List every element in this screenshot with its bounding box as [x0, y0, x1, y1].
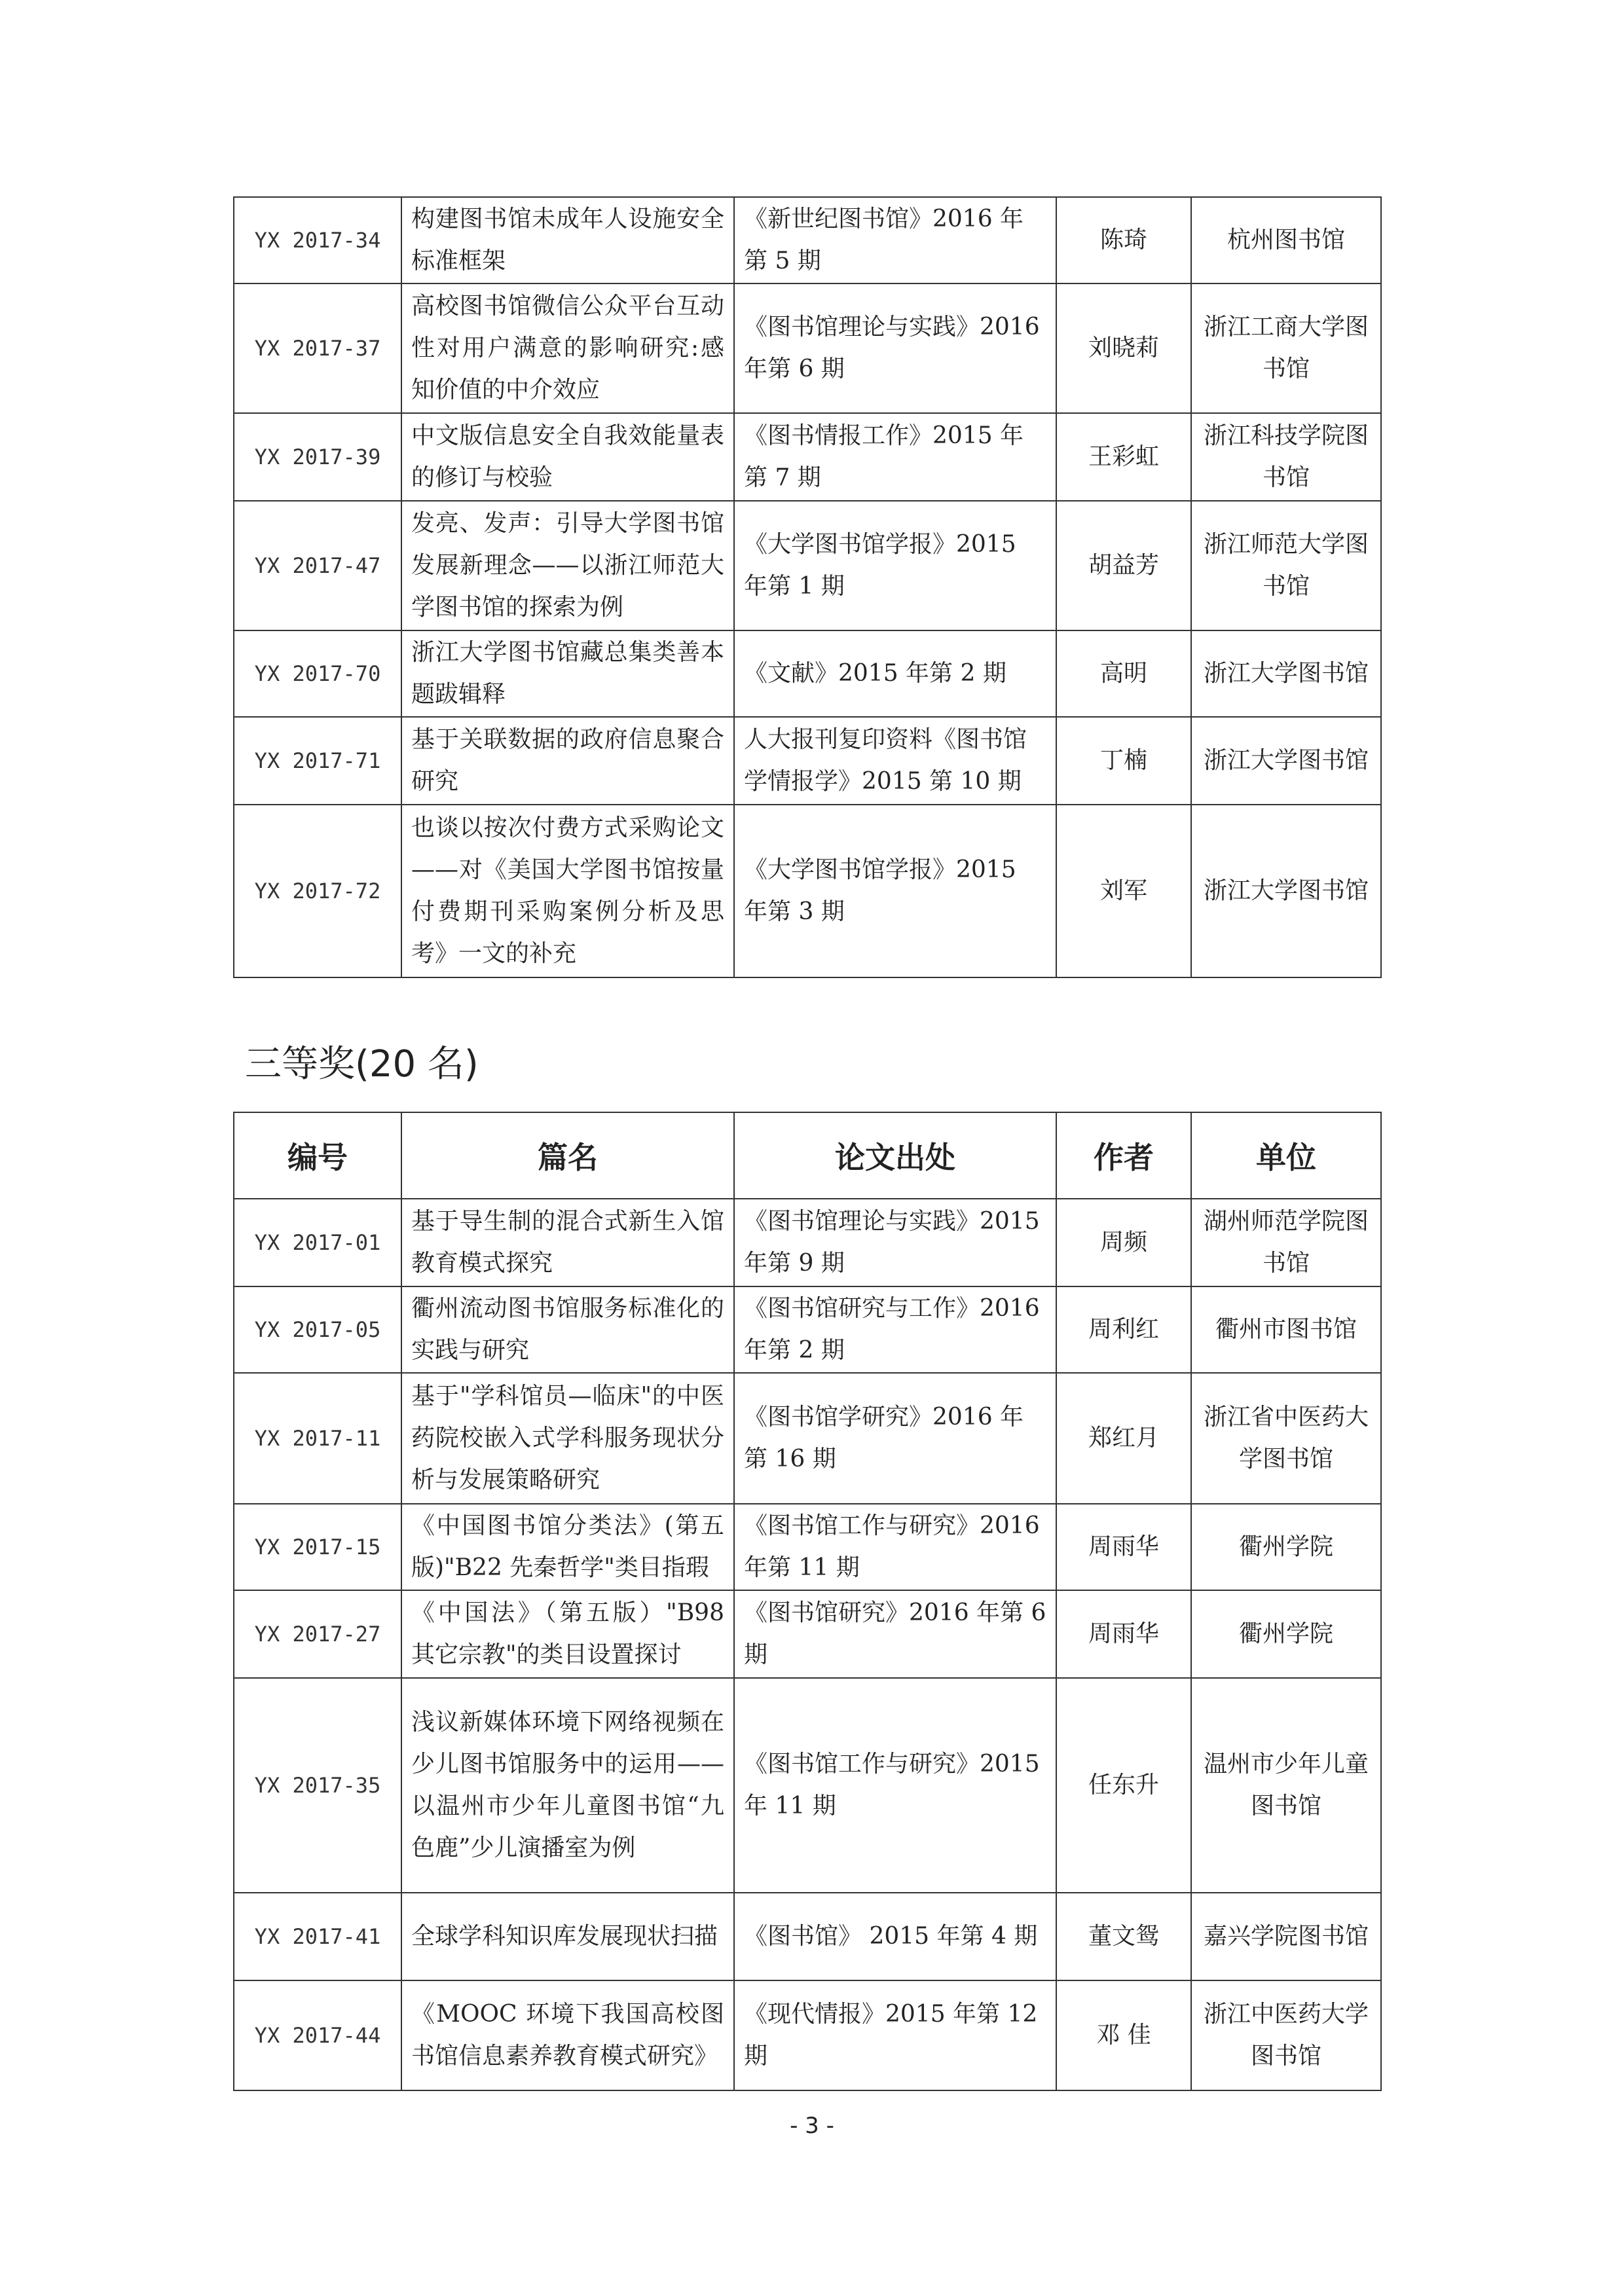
paper-title: 也谈以按次付费方式采购论文——对《美国大学图书馆按量付费期刊采购案例分析及思考》一文的补充	[401, 805, 734, 977]
paper-source: 《新世纪图书馆》2016 年第 5 期	[734, 197, 1056, 283]
paper-title: 高校图书馆微信公众平台互动性对用户满意的影响研究:感知价值的中介效应	[401, 283, 734, 413]
paper-author: 陈琦	[1056, 197, 1191, 283]
paper-author: 高明	[1056, 630, 1191, 717]
paper-author: 董文鸳	[1056, 1893, 1191, 1980]
paper-title: 发亮、发声：引导大学图书馆发展新理念——以浙江师范大学图书馆的探索为例	[401, 501, 734, 630]
paper-author: 胡益芳	[1056, 501, 1191, 630]
paper-title: 浙江大学图书馆藏总集类善本题跋辑释	[401, 630, 734, 717]
paper-title: 《MOOC 环境下我国高校图书馆信息素养教育模式研究》	[401, 1980, 734, 2090]
table-row	[234, 283, 1381, 413]
column-header-unit: 单位	[1191, 1112, 1381, 1199]
paper-source: 《图书馆学研究》2016 年第 16 期	[734, 1373, 1056, 1504]
paper-author: 周频	[1056, 1199, 1191, 1286]
paper-source: 《大学图书馆学报》2015 年第 3 期	[734, 805, 1056, 977]
awards-table-continued	[233, 196, 1382, 978]
paper-id: YX 2017-01	[234, 1199, 401, 1286]
paper-author: 刘晓莉	[1056, 283, 1191, 413]
paper-unit: 浙江大学图书馆	[1191, 805, 1381, 977]
paper-source: 《图书馆工作与研究》2016 年第 11 期	[734, 1504, 1056, 1590]
paper-title: 基于导生制的混合式新生入馆教育模式探究	[401, 1199, 734, 1286]
paper-unit: 湖州师范学院图书馆	[1191, 1199, 1381, 1286]
paper-title: 全球学科知识库发展现状扫描	[401, 1893, 734, 1980]
paper-author: 周利红	[1056, 1286, 1191, 1373]
paper-title: 构建图书馆未成年人设施安全标准框架	[401, 197, 734, 283]
table-row	[234, 413, 1381, 501]
paper-unit: 浙江大学图书馆	[1191, 717, 1381, 805]
paper-unit: 衢州市图书馆	[1191, 1286, 1381, 1373]
paper-author: 邓 佳	[1056, 1980, 1191, 2090]
third-prize-table	[233, 1112, 1382, 2091]
table-row	[234, 1373, 1381, 1504]
paper-source: 《图书馆理论与实践》2015 年第 9 期	[734, 1199, 1056, 1286]
paper-id: YX 2017-39	[234, 413, 401, 501]
paper-id: YX 2017-15	[234, 1504, 401, 1590]
paper-id: YX 2017-44	[234, 1980, 401, 2090]
paper-title: 衢州流动图书馆服务标准化的实践与研究	[401, 1286, 734, 1373]
column-header-source: 论文出处	[734, 1112, 1056, 1199]
paper-title: 《中国法》（第五版）"B98 其它宗教"的类目设置探讨	[401, 1590, 734, 1678]
paper-source: 《大学图书馆学报》2015 年第 1 期	[734, 501, 1056, 630]
paper-author: 刘军	[1056, 805, 1191, 977]
table-row	[234, 1504, 1381, 1590]
paper-unit: 浙江大学图书馆	[1191, 630, 1381, 717]
paper-title: 《中国图书馆分类法》(第五版)"B22 先秦哲学"类目指瑕	[401, 1504, 734, 1590]
awards-table-continued-body	[234, 197, 1381, 977]
table-row	[234, 1286, 1381, 1373]
paper-unit: 衢州学院	[1191, 1590, 1381, 1678]
paper-title: 浅议新媒体环境下网络视频在少儿图书馆服务中的运用——以温州市少年儿童图书馆“九色鹿”少儿演播室为例	[401, 1678, 734, 1893]
table-row	[234, 630, 1381, 717]
paper-source: 《图书馆工作与研究》2015 年 11 期	[734, 1678, 1056, 1893]
paper-unit: 浙江工商大学图书馆	[1191, 283, 1381, 413]
paper-id: YX 2017-05	[234, 1286, 401, 1373]
paper-id: YX 2017-11	[234, 1373, 401, 1504]
paper-id: YX 2017-47	[234, 501, 401, 630]
paper-author: 周雨华	[1056, 1504, 1191, 1590]
paper-id: YX 2017-27	[234, 1590, 401, 1678]
paper-author: 王彩虹	[1056, 413, 1191, 501]
paper-source: 《现代情报》2015 年第 12 期	[734, 1980, 1056, 2090]
table-row	[234, 501, 1381, 630]
paper-author: 丁楠	[1056, 717, 1191, 805]
paper-source: 人大报刊复印资料《图书馆学情报学》2015 第 10 期	[734, 717, 1056, 805]
paper-unit: 嘉兴学院图书馆	[1191, 1893, 1381, 1980]
table-row	[234, 805, 1381, 977]
table-row	[234, 197, 1381, 283]
paper-author: 周雨华	[1056, 1590, 1191, 1678]
table-row	[234, 1980, 1381, 2090]
paper-source: 《图书馆研究》2016 年第 6 期	[734, 1590, 1056, 1678]
paper-source: 《图书情报工作》2015 年第 7 期	[734, 413, 1056, 501]
table-row	[234, 717, 1381, 805]
paper-author: 任东升	[1056, 1678, 1191, 1893]
column-header-author: 作者	[1056, 1112, 1191, 1199]
page-number: - 3 -	[790, 2113, 834, 2139]
column-header-title: 篇名	[401, 1112, 734, 1199]
paper-unit: 温州市少年儿童图书馆	[1191, 1678, 1381, 1893]
paper-id: YX 2017-41	[234, 1893, 401, 1980]
paper-id: YX 2017-70	[234, 630, 401, 717]
paper-unit: 衢州学院	[1191, 1504, 1381, 1590]
paper-source: 《图书馆研究与工作》2016 年第 2 期	[734, 1286, 1056, 1373]
paper-title: 基于关联数据的政府信息聚合研究	[401, 717, 734, 805]
paper-author: 郑红月	[1056, 1373, 1191, 1504]
table-row	[234, 1590, 1381, 1678]
table-header-row	[234, 1112, 1381, 1199]
paper-id: YX 2017-37	[234, 283, 401, 413]
table-row	[234, 1893, 1381, 1980]
paper-unit: 浙江科技学院图书馆	[1191, 413, 1381, 501]
paper-title: 基于"学科馆员—临床"的中医药院校嵌入式学科服务现状分析与发展策略研究	[401, 1373, 734, 1504]
third-prize-table-body	[234, 1199, 1381, 2090]
column-header-id: 编号	[234, 1112, 401, 1199]
paper-source: 《图书馆》 2015 年第 4 期	[734, 1893, 1056, 1980]
paper-source: 《文献》2015 年第 2 期	[734, 630, 1056, 717]
table-row	[234, 1678, 1381, 1893]
paper-id: YX 2017-72	[234, 805, 401, 977]
paper-id: YX 2017-71	[234, 717, 401, 805]
paper-id: YX 2017-35	[234, 1678, 401, 1893]
paper-title: 中文版信息安全自我效能量表的修订与校验	[401, 413, 734, 501]
paper-id: YX 2017-34	[234, 197, 401, 283]
paper-unit: 浙江省中医药大学图书馆	[1191, 1373, 1381, 1504]
section-heading: 三等奖(20 名)	[245, 1043, 479, 1085]
table-row	[234, 1199, 1381, 1286]
paper-unit: 杭州图书馆	[1191, 197, 1381, 283]
paper-unit: 浙江中医药大学图书馆	[1191, 1980, 1381, 2090]
paper-unit: 浙江师范大学图书馆	[1191, 501, 1381, 630]
paper-source: 《图书馆理论与实践》2016 年第 6 期	[734, 283, 1056, 413]
